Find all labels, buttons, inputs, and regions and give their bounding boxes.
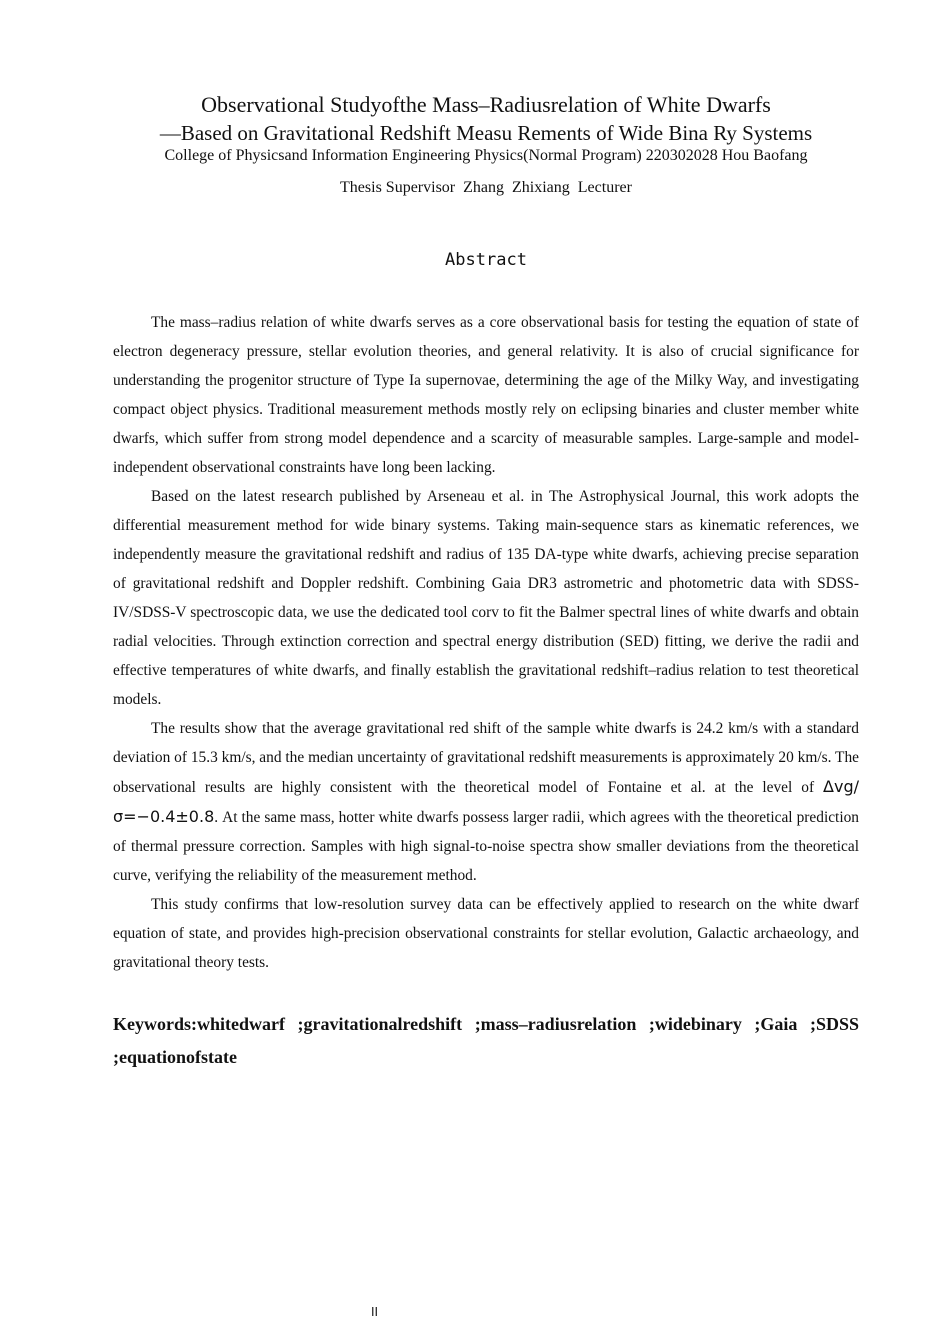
abstract-heading: Abstract bbox=[445, 250, 527, 270]
abstract-paragraph-4: This study confirms that low-resolution survey data can be effectively applied to research on the white dwarf equation of state, and provides high-precision observational constraints for stellar evolution, Galactic archaeology, and gravitational theory tests. bbox=[113, 896, 859, 971]
thesis-supervisor: Thesis Supervisor Zhang Zhixiang Lecturer bbox=[340, 179, 632, 196]
abstract-paragraph-1: The mass–radius relation of white dwarfs serves as a core observational basis for testing the equation of state of electron degeneracy pressure, stellar evolution theories, and general relativity. It is also of crucial significance for understanding the progenitor structure of Type Ia supernovae, determining the age of the Milky Way, and investigating compact object physics. Traditional measurement methods mostly rely on eclipsing binaries and cluster member white dwarfs, which suffer from strong model dependence and a scarcity of measurable samples. Large-sample and model-independent observational constraints have long been lacking. bbox=[113, 314, 859, 476]
abstract-paragraph-3 bbox=[113, 714, 859, 890]
consistency-formula: Δvg/σ=−0.4±0.8 bbox=[113, 777, 859, 826]
thesis-title-line2: —Based on Gravitational Redshift Measu Rements of Wide Bina Ry Systems bbox=[159, 121, 813, 145]
thesis-title-line1: Observational Studyofthe Mass–Radiusrelation of White Dwarfs bbox=[201, 92, 771, 117]
abstract-body bbox=[113, 308, 859, 977]
abstract-paragraph-2: Based on the latest research published by Arseneau et al. in The Astrophysical Journal, this work adopts the differential measurement method for wide binary systems. Taking main-sequence stars as kinematic references, we independently measure the gravitational redshift and radius of 135 DA-type white dwarfs, achieving precise separation of gravitational redshift and Doppler redshift. Combining Gaia DR3 astrometric and photometric data with SDSS-IV/SDSS-V spectroscopic data, we use the dedicated tool corv to fit the Balmer spectral lines of white dwarfs and obtain radial velocities. Through extinction correction and spectral energy distribution (SED) fitting, we derive the radii and effective temperatures of white dwarfs, and finally establish the gravitational redshift–radius relation to test theoretical models. bbox=[113, 488, 859, 708]
paragraph-3-text-end: . At the same mass, hotter white dwarfs possess larger radii, which agrees with the theoretical prediction of thermal pressure correction. Samples with high signal-to-noise spectra show smaller deviations from the theoretical curve, verifying the reliability of the measurement method. bbox=[113, 809, 859, 884]
paragraph-3-text-start: The results show that the average gravitational red shift of the sample white dwarfs is 24.2 km/s with a standard deviation of 15.3 km/s, and the median uncertainty of gravitational redshift measurements is approximately 20 km/s. The observational results are highly consistent with the theoretical model of Fontaine et al. at the level of bbox=[113, 720, 859, 796]
keywords: Keywords:whitedwarf ;gravitationalredshift ;mass–radiusrelation ;widebinary ;Gaia ;SDSS ;equationofstate bbox=[113, 1014, 859, 1067]
author-affiliation: College of Physicsand Information Engineering Physics(Normal Program) 220302028 Hou Baofang bbox=[164, 147, 808, 164]
page-number: II bbox=[371, 1305, 379, 1319]
